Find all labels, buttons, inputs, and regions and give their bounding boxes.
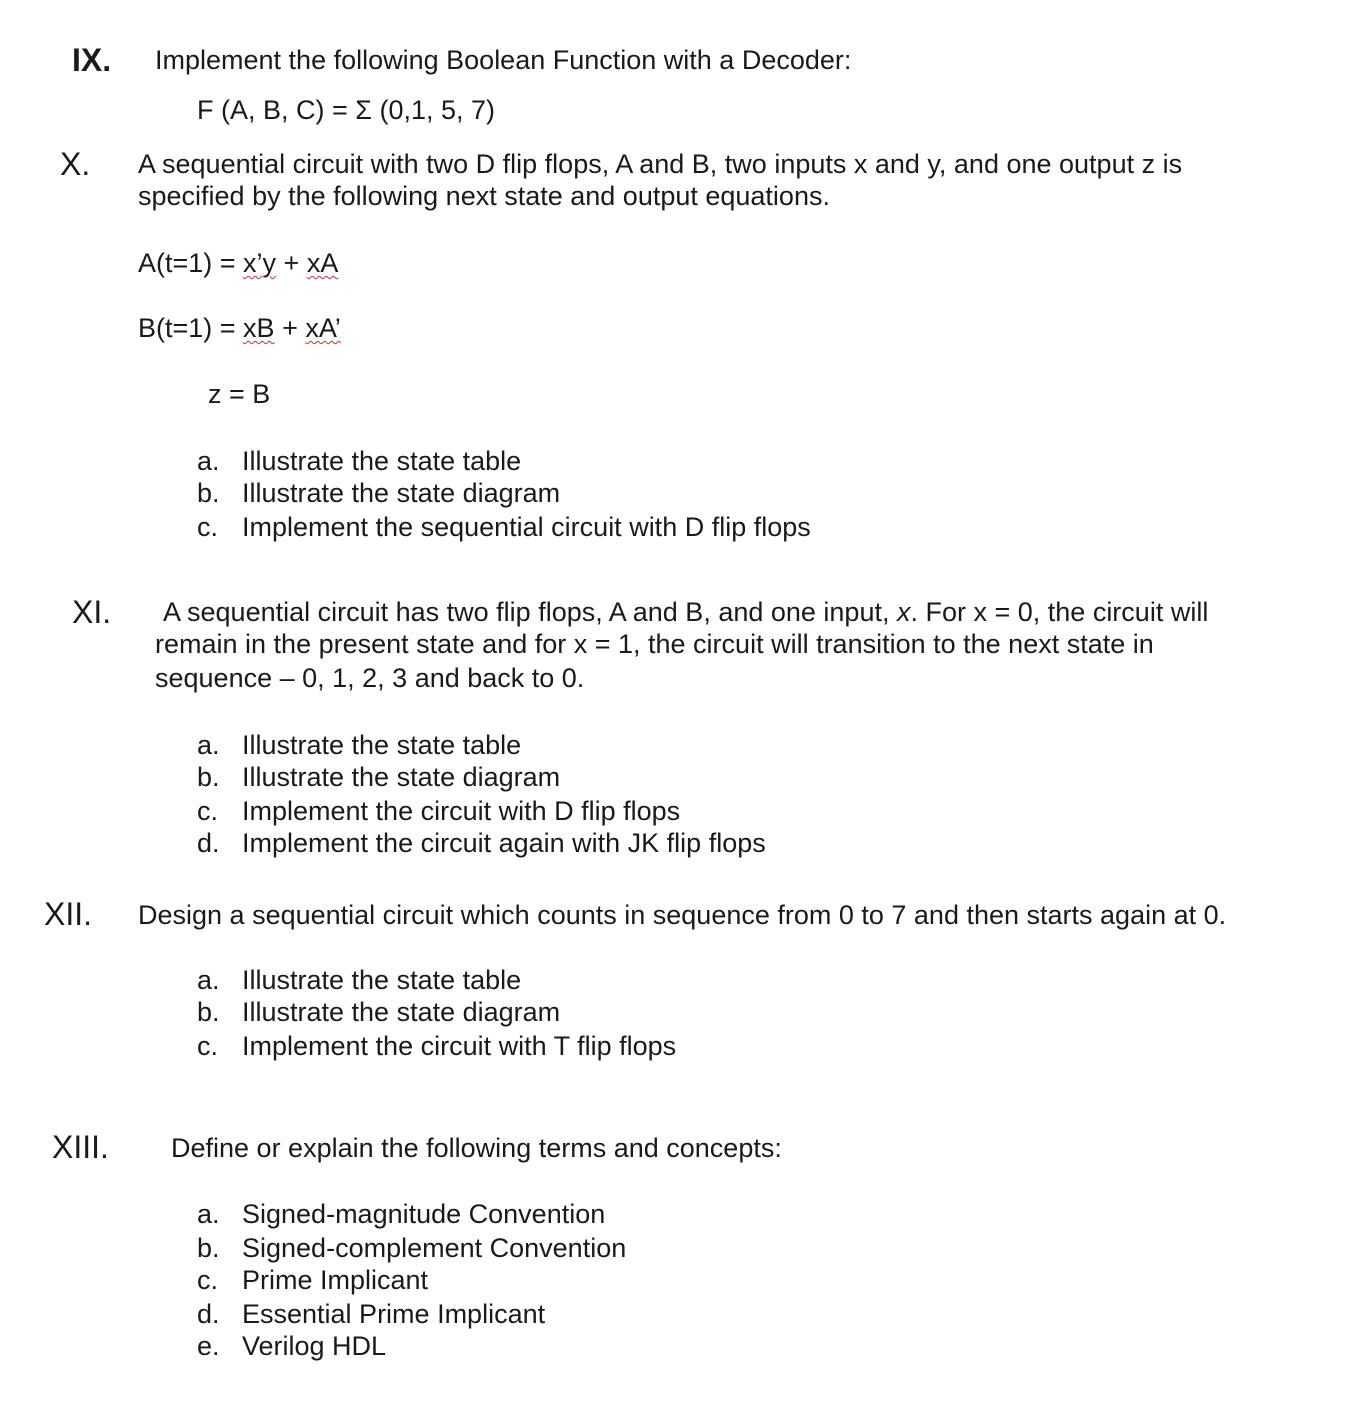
list-item [197, 445, 811, 477]
question-9-function: F (A, B, C) = Σ (0,1, 5, 7) [197, 95, 496, 125]
question-13-number: XIII. [52, 1129, 109, 1165]
list-item-text: Illustrate the state diagram [242, 478, 561, 508]
list-item-text: Illustrate the state diagram [242, 997, 561, 1027]
equation-z: z = B [208, 379, 271, 409]
list-item [197, 795, 766, 827]
question-12-number: XII. [44, 896, 93, 932]
equation-a-operator: + [276, 248, 307, 278]
list-item-text: Implement the circuit again with JK flip flops [242, 828, 766, 858]
equation-a [138, 247, 338, 279]
question-9-prompt: Implement the following Boolean Function with a Decoder: [155, 45, 852, 75]
list-item [197, 964, 676, 996]
list-item-letter: c. [197, 1031, 219, 1061]
equation-a-term-1: x’y [243, 248, 277, 278]
list-item [197, 729, 766, 761]
question-11-prompt-line-3: sequence – 0, 1, 2, 3 and back to 0. [155, 663, 585, 693]
list-item-letter: a. [197, 446, 220, 476]
list-item-text: Illustrate the state table [242, 730, 522, 760]
list-item [197, 1264, 626, 1296]
list-item-text: Illustrate the state table [242, 446, 522, 476]
question-10-prompt-line-2: specified by the following next state and output equations. [138, 181, 830, 211]
question-11-subitems [197, 729, 766, 859]
question-13-subitems [197, 1198, 626, 1362]
list-item-text: Signed-complement Convention [242, 1233, 627, 1263]
list-item [197, 827, 766, 859]
list-item-letter: b. [197, 997, 220, 1027]
question-11-prompt-line-1 [155, 596, 1208, 628]
list-item [197, 511, 811, 543]
list-item [197, 761, 766, 793]
list-item [197, 1298, 626, 1330]
list-item-letter: b. [197, 478, 220, 508]
list-item [197, 1030, 676, 1062]
question-11-number: XI. [72, 594, 112, 630]
list-item-text: Signed-magnitude Convention [242, 1199, 606, 1229]
equation-b-term-1: xB [243, 313, 275, 343]
equation-a-prefix: A(t=1) = [138, 248, 244, 278]
question-11-prompt [155, 596, 1208, 694]
question-10-number: X. [60, 146, 91, 182]
list-item-text: Prime Implicant [242, 1265, 429, 1295]
list-item-text: Implement the circuit with T flip flops [242, 1031, 677, 1061]
equation-a-term-2: xA [306, 248, 339, 278]
list-item-text: Illustrate the state diagram [242, 762, 561, 792]
equation-b-operator: + [274, 313, 306, 343]
list-item-letter: b. [197, 762, 220, 792]
list-item-text: Implement the sequential circuit with D flip flops [242, 512, 811, 542]
question-12-subitems [197, 964, 676, 1062]
question-10-subitems [197, 445, 811, 543]
list-item-letter: a. [197, 965, 220, 995]
list-item [197, 477, 811, 509]
list-item-letter: e. [197, 1331, 220, 1361]
question-10-prompt [138, 148, 1182, 212]
list-item-letter: c. [197, 796, 219, 826]
list-item [197, 1198, 626, 1230]
list-item [197, 996, 676, 1028]
list-item-letter: b. [197, 1233, 220, 1263]
list-item-letter: c. [197, 1265, 219, 1295]
list-item [197, 1232, 626, 1264]
list-item [197, 1330, 626, 1362]
list-item-text: Illustrate the state table [242, 965, 522, 995]
question-11-variable-x: x [896, 597, 911, 627]
question-11-prompt-line-1-a: A sequential circuit has two flip flops, A and B, and one input, [163, 597, 897, 627]
question-11-prompt-line-2: remain in the present state and for x = 1, the circuit will transition to the next state in [155, 629, 1154, 659]
equation-b-term-2: xA’ [305, 313, 341, 343]
list-item-letter: d. [197, 828, 220, 858]
list-item-letter: c. [197, 512, 219, 542]
equation-b-prefix: B(t=1) = [138, 313, 244, 343]
question-11-prompt-line-1-b: . For x = 0, the circuit will [910, 597, 1209, 627]
list-item-text: Verilog HDL [242, 1331, 387, 1361]
question-12-prompt: Design a sequential circuit which counts in sequence from 0 to 7 and then starts again at 0. [138, 900, 1227, 930]
list-item-text: Implement the circuit with D flip flops [242, 796, 681, 826]
question-10-prompt-line-1: A sequential circuit with two D flip flops, A and B, two inputs x and y, and one output z is [138, 149, 1183, 179]
question-9-number: IX. [72, 42, 112, 78]
list-item-letter: d. [197, 1299, 220, 1329]
list-item-letter: a. [197, 1199, 220, 1229]
equation-b [138, 312, 341, 344]
question-13-prompt: Define or explain the following terms and concepts: [171, 1133, 782, 1163]
list-item-letter: a. [197, 730, 220, 760]
list-item-text: Essential Prime Implicant [242, 1299, 546, 1329]
